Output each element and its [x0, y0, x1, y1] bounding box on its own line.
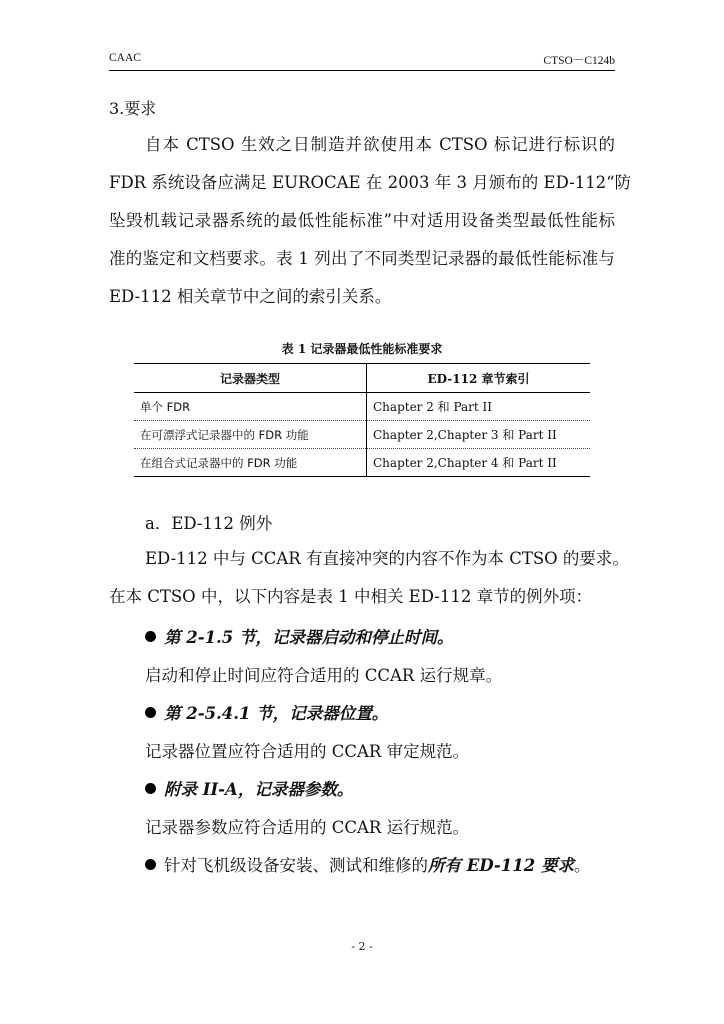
bullet-icon [145, 783, 156, 794]
intro-line: 自本 CTSO 生效之日制造并欲使用本 CTSO 标记进行标识的 [145, 135, 615, 154]
bullet-body: 记录器位置应符合适用的 CCAR 审定规范。 [145, 742, 470, 761]
header-rule [109, 70, 615, 71]
intro-line: 坠毁机载记录器系统的最低性能标准”中对适用设备类型最低性能标 [109, 211, 615, 230]
bullet-title: 附录 II-A，记录器参数。 [164, 780, 354, 799]
bullet-item [145, 852, 590, 876]
bullet-emphasis: 所有 ED-112 要求 [428, 856, 574, 875]
section-title: 3.要求 [109, 99, 157, 118]
header-left: CAAC [109, 52, 141, 64]
table-header-row [134, 364, 590, 393]
table-header-ed112-index: ED-112 章节索引 [367, 364, 591, 393]
table-header-recorder-type: 记录器类型 [134, 364, 367, 393]
subsection-a-title: a．ED-112 例外 [145, 514, 273, 533]
intro-line: ED-112 相关章节中之间的索引关系。 [109, 287, 392, 306]
table-row [134, 421, 590, 449]
table-cell: Chapter 2,Chapter 3 和 Part II [367, 421, 591, 449]
bullet-prefix: 针对飞机级设备安装、测试和维修的 [164, 856, 428, 875]
bullet-body: 记录器参数应符合适用的 CCAR 运行规范。 [145, 818, 470, 837]
bullet-item [145, 700, 388, 724]
table-cell: 单个 FDR [134, 393, 367, 421]
bullet-title: 第 2-1.5 节，记录器启动和停止时间。 [164, 628, 454, 647]
intro-paragraph [109, 134, 632, 314]
table-cell: 在组合式记录器中的 FDR 功能 [134, 449, 367, 477]
exceptions-line: ED-112 中与 CCAR 有直接冲突的内容不作为本 CTSO 的要求。 [145, 549, 629, 568]
table-cell: 在可漂浮式记录器中的 FDR 功能 [134, 421, 367, 449]
page-number: - 2 - [351, 940, 373, 953]
exceptions-line: 在本 CTSO 中，以下内容是表 1 中相关 ED-112 章节的例外项： [109, 587, 593, 606]
bullet-icon [145, 631, 156, 642]
bullet-item [145, 624, 454, 648]
table-row [134, 449, 590, 477]
requirements-table [134, 363, 590, 477]
table-caption: 表 1 记录器最低性能标准要求 [281, 342, 443, 356]
bullet-suffix: 。 [573, 856, 591, 875]
bullet-title: 第 2-5.4.1 节，记录器位置。 [164, 704, 389, 723]
bullet-body: 启动和停止时间应符合适用的 CCAR 运行规章。 [145, 666, 503, 685]
bullet-item [145, 776, 353, 800]
intro-line: FDR 系统设备应满足 EUROCAE 在 2003 年 3 月颁布的 ED-112“防 [109, 173, 632, 192]
header-right: CTSO－C124b [543, 55, 615, 67]
table-row [134, 393, 590, 421]
bullet-icon [145, 707, 156, 718]
bullet-icon [145, 859, 156, 870]
table-cell: Chapter 2,Chapter 4 和 Part II [367, 449, 591, 477]
table-cell: Chapter 2 和 Part II [367, 393, 591, 421]
intro-line: 准的鉴定和文档要求。表 1 列出了不同类型记录器的最低性能标准与 [109, 249, 615, 268]
exceptions-paragraph [109, 548, 629, 608]
